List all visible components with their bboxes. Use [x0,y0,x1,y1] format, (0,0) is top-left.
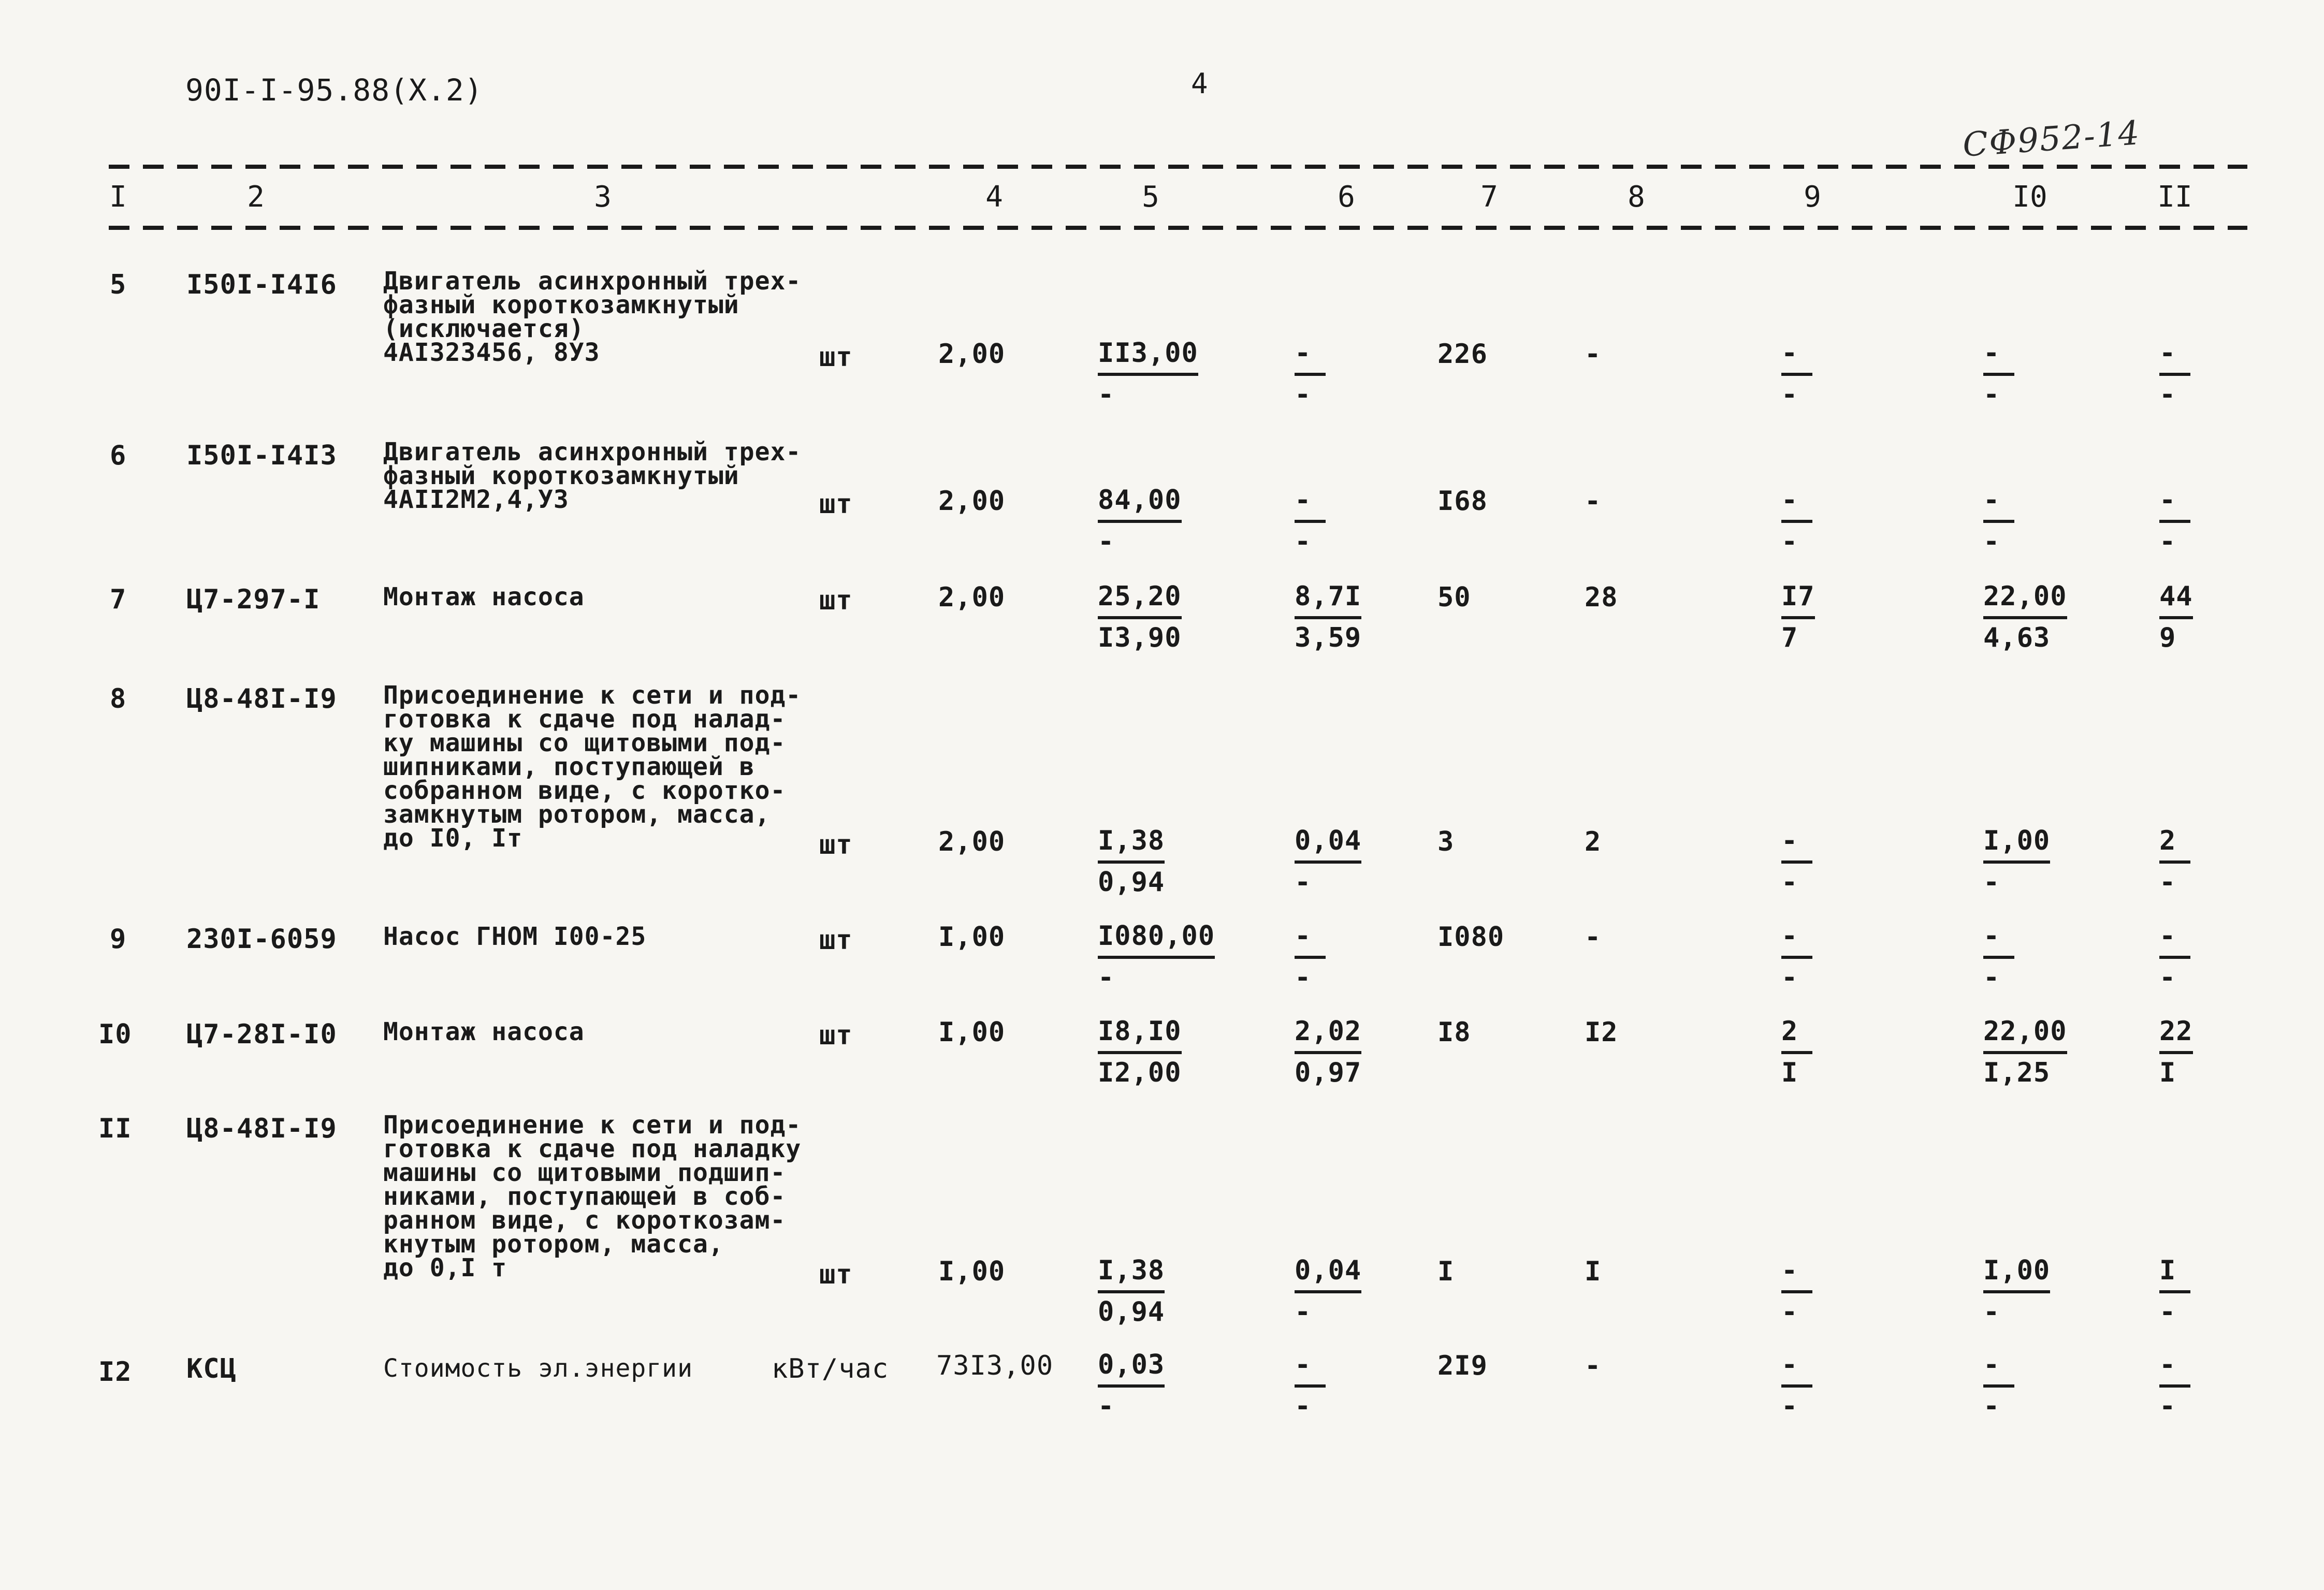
col5-fraction: 25,20 I3,90 [1098,581,1182,653]
row-quantity: I,00 [938,1256,1006,1287]
column-header-4: 4 [985,180,1003,214]
col5-fraction: I080,00 - [1098,921,1215,993]
row-quantity: 73I3,00 [936,1350,1054,1381]
row-code: Ц7-297-I [186,584,321,615]
row-description: Двигатель асинхронный трех- фазный короткозамкнутый 4АII2М2,4,У3 [383,437,802,514]
col7-value: 2I9 [1437,1350,1488,1381]
col6-fraction: 0,04 - [1295,1255,1362,1328]
page-number: 4 [1191,67,1208,100]
col5-fraction: 84,00 - [1098,485,1182,557]
col10-fraction: 22,00 4,63 [1983,581,2067,653]
row-quantity: 2,00 [938,339,1006,370]
column-header-8: 8 [1628,180,1645,214]
row-code: Ц8-48I-I9 [186,1113,337,1144]
col7-value: I68 [1437,486,1488,517]
row-description: Монтаж насоса [383,1017,585,1046]
col6-fraction: 2,02 0,97 [1295,1016,1362,1088]
row-number: 5 [110,269,127,300]
row-number: I2 [98,1356,132,1388]
document-code: 90I-I-95.88(X.2) [185,72,483,108]
row-unit: шт [819,489,853,520]
col11-fraction: I - [2159,1256,2190,1326]
col11-fraction: - - [2159,339,2190,409]
col10-fraction: - - [1983,1350,2014,1421]
column-header-2: 2 [247,180,265,214]
column-header-1: I [109,180,127,214]
col7-value: I8 [1437,1017,1471,1048]
row-code: Ц8-48I-I9 [186,683,337,714]
row-number: I0 [98,1019,132,1050]
col6-fraction: 8,7I 3,59 [1295,581,1362,653]
col11-fraction: - - [2159,922,2190,992]
row-code: КСЦ [186,1353,237,1384]
col8-value: - [1585,339,1602,370]
col8-value: 28 [1585,582,1618,613]
col10-fraction: - - [1983,339,2014,409]
col9-fraction: - - [1781,1350,1812,1421]
row-unit: шт [819,1259,853,1290]
handwritten-mark: СФ952-14 [1961,114,2142,165]
row-unit: шт [819,829,853,860]
col10-fraction: - - [1983,486,2014,556]
col6-fraction: 0,04 - [1295,825,1362,898]
row-description: Двигатель асинхронный трех- фазный короткозамкнутый (исключается) 4АI323456, 8У3 [383,267,802,367]
col8-value: 2 [1585,826,1602,857]
row-description: Насос ГНОМ I00-25 [383,922,647,951]
row-code: Ц7-28I-I0 [186,1019,337,1050]
col11-fraction: - - [2159,1350,2190,1421]
col8-value: - [1585,1350,1602,1381]
column-header-6: 6 [1338,180,1355,214]
row-quantity: 2,00 [938,582,1006,613]
col6-fraction: - - [1295,1350,1326,1421]
row-quantity: I,00 [938,1017,1006,1048]
col11-fraction: 2 - [2159,826,2190,897]
row-number: 6 [110,440,127,471]
col6-fraction: - - [1295,922,1326,992]
col9-fraction: - - [1781,1256,1812,1326]
header-bottom-rule [109,226,2247,230]
row-number: 7 [110,584,127,615]
row-description: Присоединение к сети и под- готовка к сдаче под налад- ку машины со щитовыми под- шипниками, поступающей в собранном виде, с коротко- замкнутым ротором, масса, до I0, Iт [383,681,802,853]
row-quantity: 2,00 [938,486,1006,517]
col8-value: I [1585,1256,1602,1287]
row-description: Монтаж насоса [383,582,585,611]
row-code: I50I-I4I6 [186,269,337,300]
column-header-9: 9 [1804,180,1821,214]
col5-fraction: I8,I0 I2,00 [1098,1016,1182,1088]
col8-value: - [1585,922,1602,953]
col9-fraction: - - [1781,922,1812,992]
column-header-7: 7 [1480,180,1498,214]
col7-value: I [1437,1256,1455,1287]
col11-fraction: 22 I [2159,1016,2193,1088]
col5-fraction: I,38 0,94 [1098,1255,1165,1328]
row-unit: шт [819,1020,853,1051]
row-unit: кВт/час [772,1353,889,1384]
column-header-10: I0 [2012,180,2047,214]
row-number: 9 [110,924,127,955]
col8-value: - [1585,486,1602,517]
col9-fraction: - - [1781,339,1812,409]
col9-fraction: 2 I [1781,1017,1812,1087]
col7-value: 50 [1437,582,1471,613]
col9-fraction: - - [1781,826,1812,897]
col9-fraction: I7 7 [1781,581,1815,653]
col10-fraction: - - [1983,922,2014,992]
row-unit: шт [819,925,853,956]
col5-fraction: 0,03 - [1098,1349,1165,1422]
col9-fraction: - - [1781,486,1812,556]
column-header-5: 5 [1142,180,1159,214]
col6-fraction: - - [1295,486,1326,556]
col8-value: I2 [1585,1017,1618,1048]
row-number: 8 [110,683,127,714]
column-header-11: II [2157,180,2192,214]
col10-fraction: I,00 - [1983,825,2051,898]
col7-value: 226 [1437,339,1488,370]
row-unit: шт [819,342,853,373]
row-code: 230I-6059 [186,924,337,955]
row-unit: шт [819,585,853,616]
row-description: Присоединение к сети и под- готовка к сдаче под наладку машины со щитовыми подшип- никами, поступающей в соб- ранном виде, с короткозам- кнутым ротором, масса, до 0,I т [383,1111,802,1282]
col11-fraction: 44 9 [2159,581,2193,653]
column-header-3: 3 [594,180,612,214]
col5-fraction: II3,00 - [1098,338,1198,410]
col10-fraction: I,00 - [1983,1255,2051,1328]
row-code: I50I-I4I3 [186,440,337,471]
col7-value: 3 [1437,826,1455,857]
row-description: Стоимость эл.энергии [383,1354,693,1383]
col11-fraction: - - [2159,486,2190,556]
col6-fraction: - - [1295,339,1326,409]
col5-fraction: I,38 0,94 [1098,825,1165,898]
header-top-rule [109,165,2247,169]
col10-fraction: 22,00 I,25 [1983,1016,2067,1088]
row-number: II [98,1113,132,1144]
row-quantity: I,00 [938,922,1006,953]
col7-value: I080 [1437,922,1505,953]
row-quantity: 2,00 [938,826,1006,857]
